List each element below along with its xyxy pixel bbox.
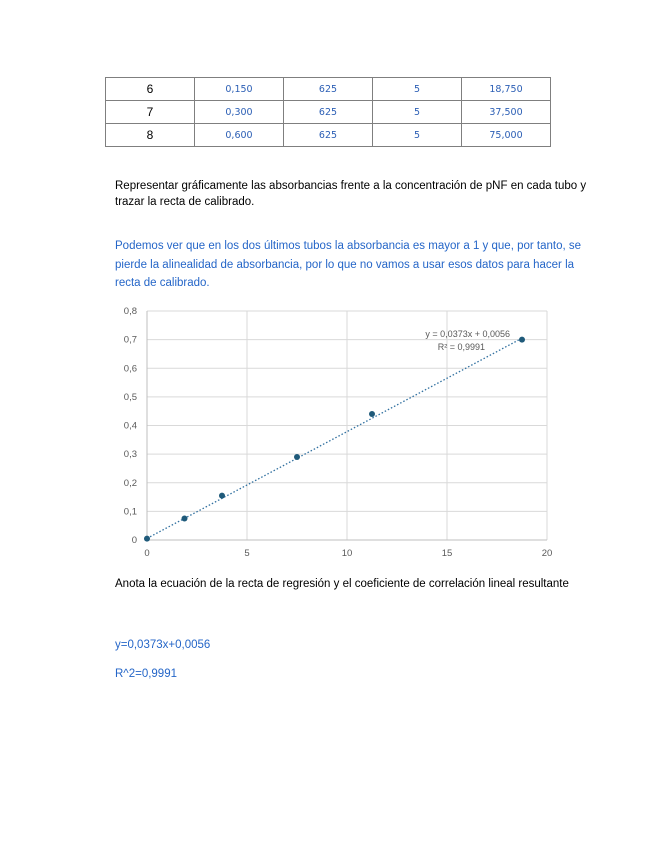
data-point xyxy=(144,536,150,542)
x-tick-label: 15 xyxy=(441,548,453,559)
y-tick-label: 0,1 xyxy=(123,506,137,518)
table-row xyxy=(106,101,551,124)
table-cell: 5 xyxy=(373,124,462,147)
regression-equation: y=0,0373x+0,0056 xyxy=(115,639,211,651)
y-tick-label: 0,3 xyxy=(123,449,137,461)
y-tick-label: 0 xyxy=(131,535,137,546)
x-tick-label: 20 xyxy=(541,548,553,559)
x-tick-label: 10 xyxy=(341,548,353,559)
y-tick-label: 0,2 xyxy=(123,477,137,489)
table-cell: 5 xyxy=(373,101,462,124)
y-tick-label: 0,8 xyxy=(123,306,137,317)
table-cell: 37,500 xyxy=(462,101,551,124)
table-row xyxy=(106,78,551,101)
table-cell: 0,600 xyxy=(195,124,284,147)
y-tick-label: 0,4 xyxy=(123,420,137,432)
data-table xyxy=(105,77,551,147)
trend-r2-label: R² = 0,9991 xyxy=(437,342,485,352)
data-point xyxy=(219,493,225,499)
table-cell: 0,150 xyxy=(195,78,284,101)
instruction-graph: Representar gráficamente las absorbancias frente a la concentración de pNF en cada tubo y trazar la recta de calibrado. xyxy=(115,180,587,208)
table-cell: 625 xyxy=(284,124,373,147)
table-cell: 625 xyxy=(284,101,373,124)
trend-equation-label: y = 0,0373x + 0,0056 xyxy=(425,329,510,339)
table-cell: 5 xyxy=(373,78,462,101)
data-point xyxy=(182,516,188,522)
table-cell: 8 xyxy=(106,124,195,147)
x-tick-label: 5 xyxy=(244,548,250,559)
calibration-chart xyxy=(112,302,557,564)
table-cell: 6 xyxy=(106,78,195,101)
y-tick-label: 0,7 xyxy=(123,334,137,346)
data-point xyxy=(519,337,525,343)
data-point xyxy=(294,454,300,460)
table-row xyxy=(106,124,551,147)
table-cell: 625 xyxy=(284,78,373,101)
y-tick-label: 0,5 xyxy=(123,391,137,403)
y-tick-label: 0,6 xyxy=(123,363,137,375)
data-point xyxy=(369,411,375,417)
x-tick-label: 0 xyxy=(144,548,150,559)
table-cell: 75,000 xyxy=(462,124,551,147)
instruction-regression: Anota la ecuación de la recta de regresión y el coeficiente de correlación lineal resultante xyxy=(115,578,569,590)
table-cell: 7 xyxy=(106,101,195,124)
table-cell: 18,750 xyxy=(462,78,551,101)
table-cell: 0,300 xyxy=(195,101,284,124)
r-squared-value: R^2=0,9991 xyxy=(115,668,177,680)
answer-nonlinearity: Podemos ver que en los dos últimos tubos la absorbancia es mayor a 1 y que, por tanto, se pierde la alinealidad de absorbancia, por lo que no vamos a usar esos datos para hacer la recta de calibrado. xyxy=(115,240,582,289)
